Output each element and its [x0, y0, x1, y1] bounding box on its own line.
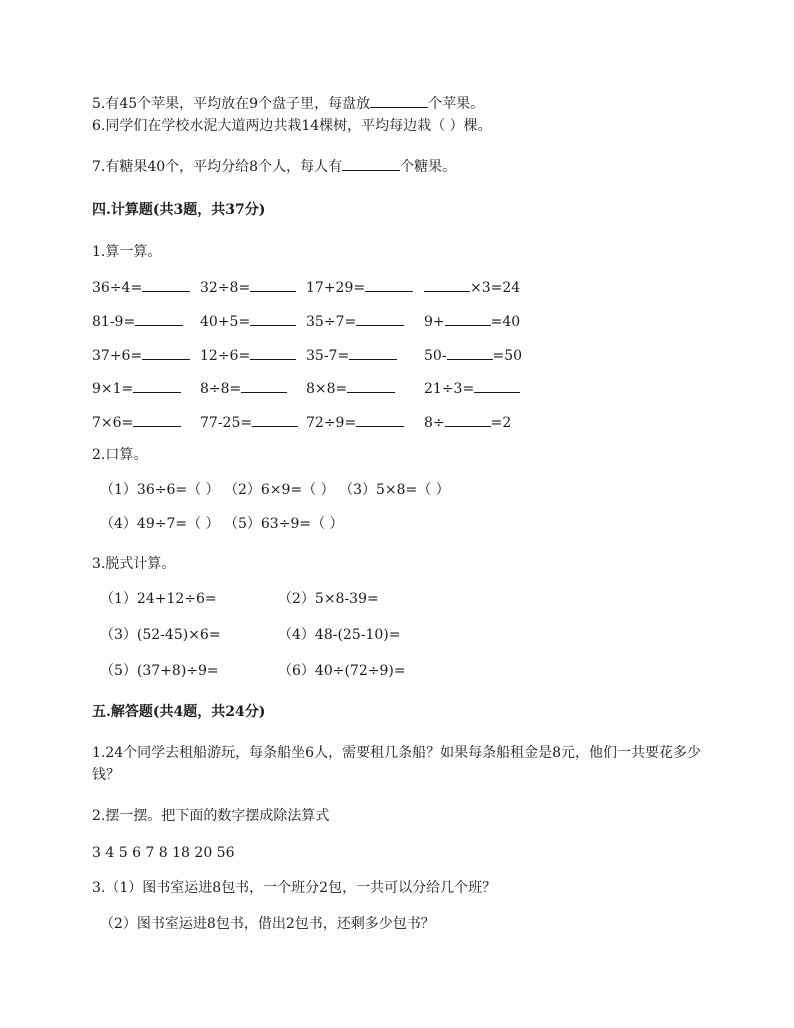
- calc-expression: 8÷8=: [200, 381, 242, 397]
- calc-expression-suffix: ×3=24: [470, 280, 521, 296]
- calc-expression: 50-: [424, 348, 447, 364]
- calc-item: [200, 277, 296, 298]
- calc-expression: 9+: [424, 314, 445, 330]
- calc-item: [92, 412, 181, 433]
- answer-blank[interactable]: [342, 156, 400, 171]
- step-calc-item: （2）5×8-39=: [278, 591, 379, 607]
- calc-expression: 35÷7=: [306, 314, 357, 330]
- calc-expression-suffix: =40: [490, 314, 521, 330]
- question-3-5-text-before: 5.有45个苹果，平均放在9个盘子里，每盘放: [92, 96, 371, 112]
- answer-blank[interactable]: [356, 412, 404, 427]
- calc-item: [92, 378, 181, 399]
- part-2-title: 2.口算。: [92, 447, 148, 463]
- calc-expression: 77-25=: [200, 415, 253, 431]
- calc-expression: 7×6=: [92, 415, 134, 431]
- calc-item: [306, 277, 413, 298]
- calc-expression-suffix: =50: [492, 348, 523, 364]
- calc-expression: 8×8=: [306, 381, 348, 397]
- part-1-title: 1.算一算。: [92, 244, 162, 260]
- calc-expression: 9×1=: [92, 381, 134, 397]
- question-5-3-part-1: 3.（1）图书室运进8包书，一个班分2包，一共可以分给几个班？: [92, 880, 497, 896]
- question-3-5: [92, 93, 484, 114]
- question-3-5-text-after: 个苹果。: [428, 96, 485, 112]
- answer-blank[interactable]: [347, 378, 395, 393]
- oral-calc-line-2: （4）49÷7=（ ） （5）63÷9=（ ）: [100, 516, 344, 532]
- section-4-heading: 四.计算题(共3题，共37分): [92, 202, 266, 218]
- answer-blank[interactable]: [474, 378, 520, 393]
- digit-list: 3 4 5 6 7 8 18 20 56: [92, 845, 235, 861]
- calc-item: [200, 412, 298, 433]
- calc-expression: 32÷8=: [200, 280, 251, 296]
- part-3-title: 3.脱式计算。: [92, 556, 176, 572]
- step-calc-item: （3）(52-45)×6=: [100, 627, 221, 643]
- answer-blank[interactable]: [447, 345, 493, 360]
- question-5-2: 2.摆一摆。把下面的数字摆成除法算式: [92, 808, 330, 824]
- answer-blank[interactable]: [370, 93, 428, 108]
- question-3-7-text-after: 个糖果。: [400, 159, 457, 175]
- answer-blank[interactable]: [250, 345, 296, 360]
- calc-item: [200, 311, 296, 332]
- question-3-6: 6.同学们在学校水泥大道两边共栽14棵树，平均每边栽（ ）棵。: [92, 118, 492, 134]
- calc-expression: 40+5=: [200, 314, 251, 330]
- step-calc-item: （5）(37+8)÷9=: [100, 663, 219, 679]
- calc-item: [424, 412, 511, 433]
- calc-item: [92, 345, 190, 366]
- question-3-7: [92, 156, 456, 177]
- section-5-heading: 五.解答题(共4题，共24分): [92, 704, 266, 720]
- calc-item: [306, 378, 395, 399]
- question-5-1: 1.24个同学去租船游玩，每条船坐6人，需要租几条船？如果每条船租金是8元，他们一共要花多少钱？: [92, 745, 701, 783]
- calc-expression-suffix: =2: [490, 415, 512, 431]
- answer-blank[interactable]: [135, 311, 183, 326]
- calc-item: [92, 311, 183, 332]
- answer-blank[interactable]: [349, 345, 397, 360]
- step-calc-item: （6）40÷(72÷9)=: [278, 663, 406, 679]
- calc-item: [306, 412, 404, 433]
- answer-blank[interactable]: [250, 311, 296, 326]
- calc-item: [92, 277, 190, 298]
- step-calc-item: （4）48-(25-10)=: [278, 627, 401, 643]
- calc-expression: 8÷: [424, 415, 445, 431]
- question-5-3-part-2: （2）图书室运进8包书，借出2包书，还剩多少包书？: [100, 916, 435, 932]
- calc-expression: 72÷9=: [306, 415, 357, 431]
- calc-item: [306, 311, 404, 332]
- answer-blank[interactable]: [241, 378, 287, 393]
- answer-blank[interactable]: [424, 277, 470, 292]
- calc-item: [424, 378, 520, 399]
- answer-blank[interactable]: [445, 311, 491, 326]
- answer-blank[interactable]: [365, 277, 413, 292]
- answer-blank[interactable]: [142, 345, 190, 360]
- calc-item: [424, 311, 520, 332]
- calc-expression: 81-9=: [92, 314, 136, 330]
- answer-blank[interactable]: [142, 277, 190, 292]
- step-calc-item: （1）24+12÷6=: [100, 591, 217, 607]
- calc-expression: 35-7=: [306, 348, 350, 364]
- answer-blank[interactable]: [250, 277, 296, 292]
- oral-calc-line-1: （1）36÷6=（ ） （2）6×9=（ ） （3）5×8=（ ）: [100, 482, 450, 498]
- answer-blank[interactable]: [133, 412, 181, 427]
- calc-expression: 17+29=: [306, 280, 366, 296]
- calc-item: [424, 345, 522, 366]
- calc-item: [306, 345, 397, 366]
- calc-item: [200, 378, 287, 399]
- calc-expression: 36÷4=: [92, 280, 143, 296]
- answer-blank[interactable]: [133, 378, 181, 393]
- calc-item: [200, 345, 296, 366]
- answer-blank[interactable]: [252, 412, 298, 427]
- calc-expression: 37+6=: [92, 348, 143, 364]
- answer-blank[interactable]: [445, 412, 491, 427]
- calc-expression: 12÷6=: [200, 348, 251, 364]
- calc-item: [424, 277, 520, 298]
- question-3-7-text-before: 7.有糖果40个，平均分给8个人，每人有: [92, 159, 343, 175]
- calc-expression: 21÷3=: [424, 381, 475, 397]
- answer-blank[interactable]: [356, 311, 404, 326]
